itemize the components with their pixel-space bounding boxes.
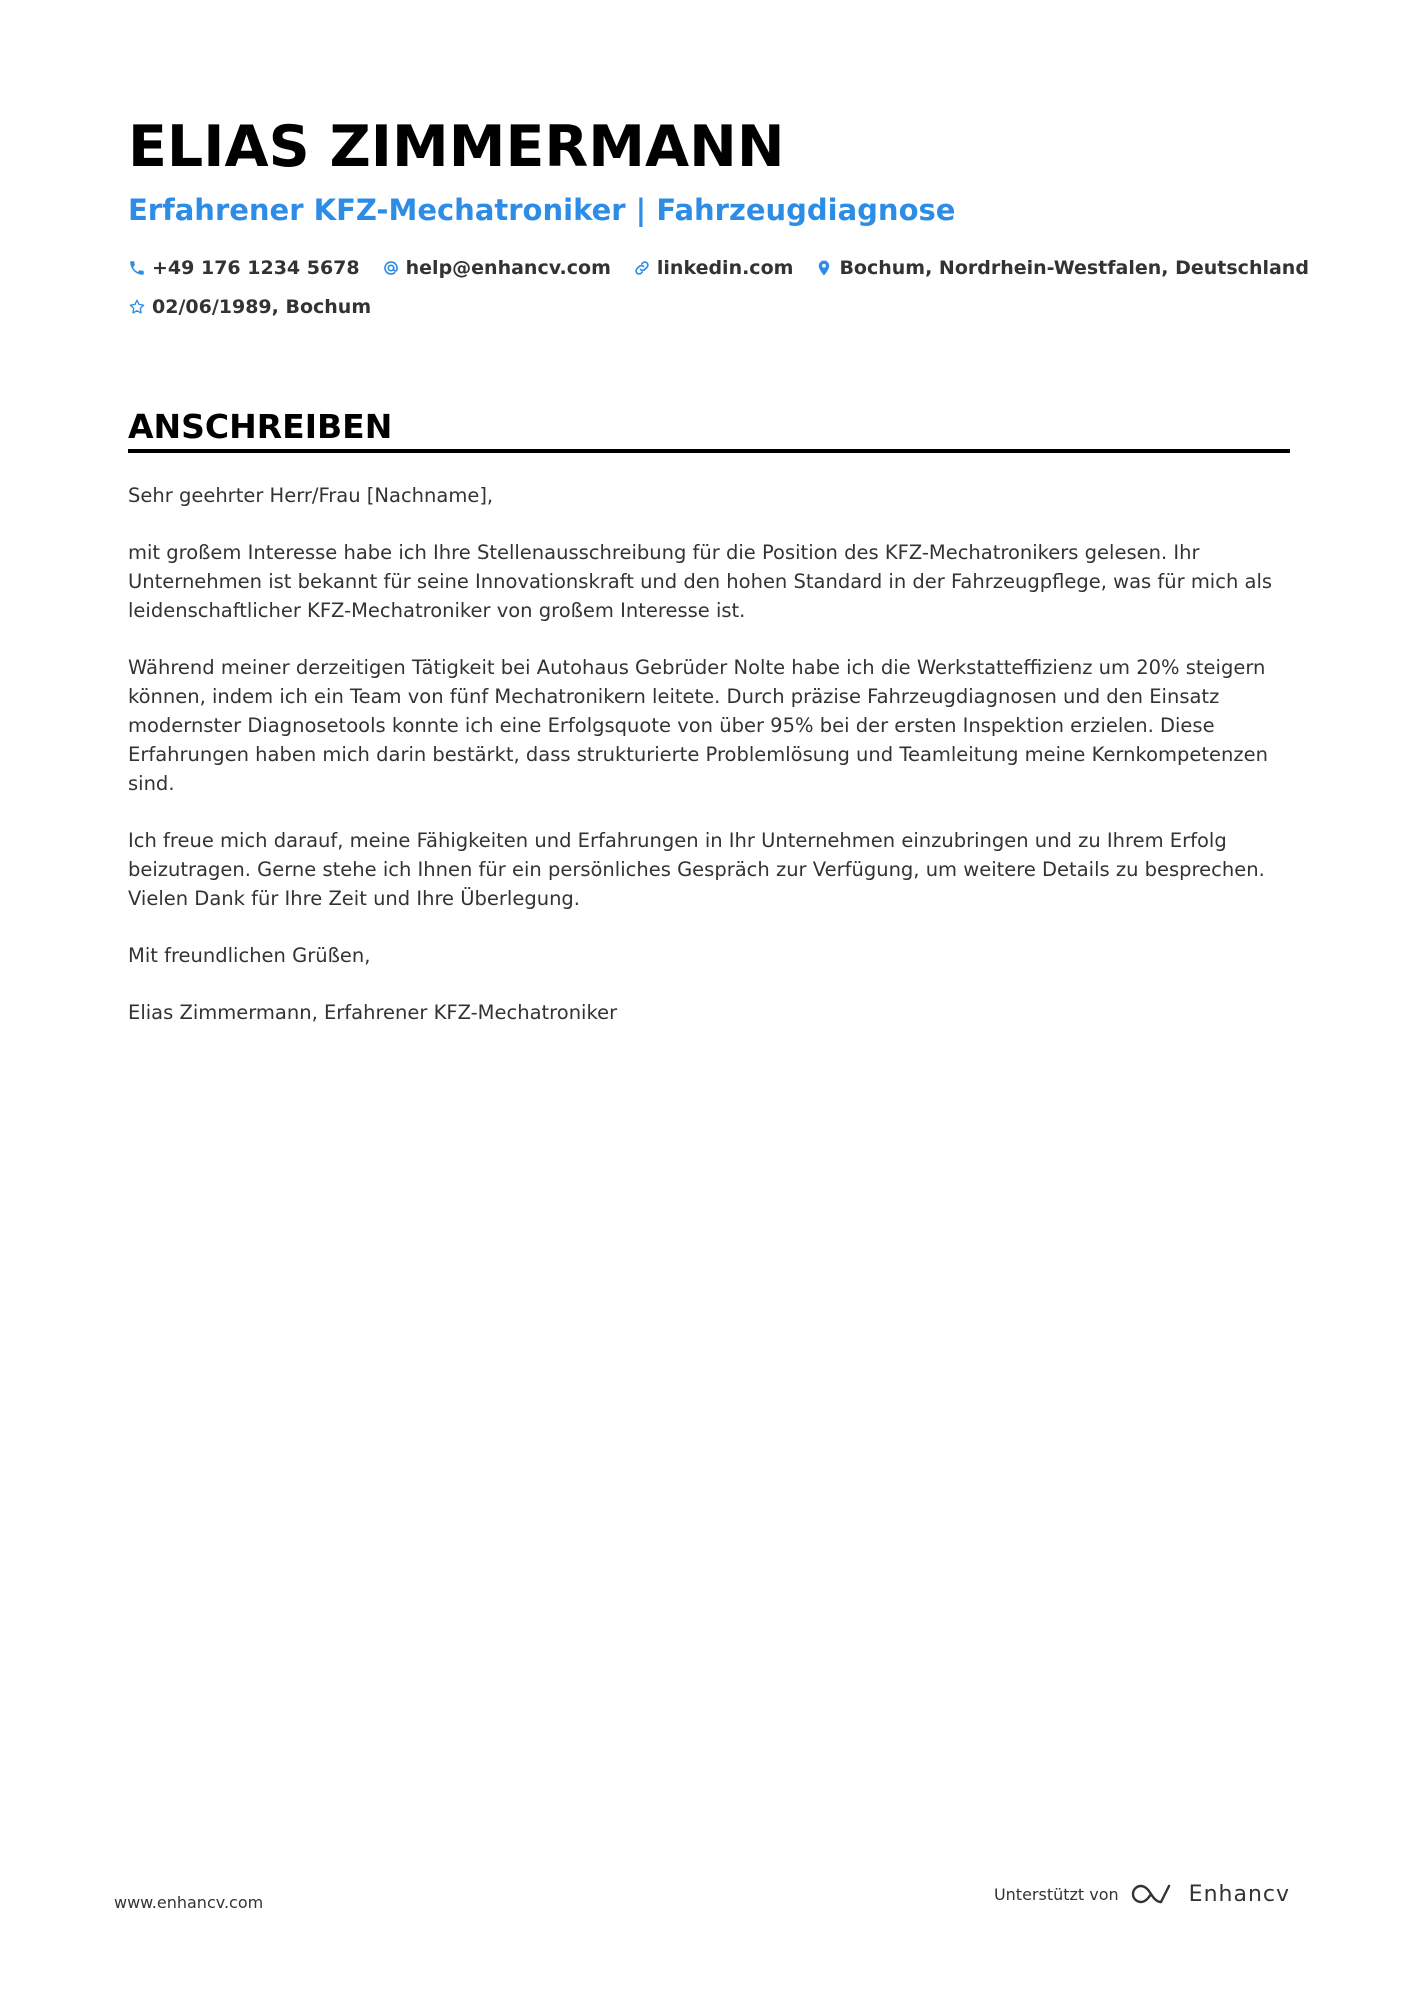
contact-linkedin-text: linkedin.com [656,257,794,279]
phone-icon [128,259,146,277]
candidate-name: ELIAS ZIMMERMANN [128,114,785,180]
contact-phone[interactable] [128,257,360,279]
contact-row-2 [128,293,1290,321]
contact-location [815,257,1309,279]
section-divider [128,449,1290,453]
star-icon [128,298,146,316]
enhancv-logo-icon [1131,1880,1177,1908]
contact-info [128,254,1309,332]
contact-birth-text: 02/06/1989, Bochum [152,296,372,318]
contact-row-1 [128,254,1309,282]
letter-salutation: Sehr geehrter Herr/Frau [Nachname], [128,484,494,507]
contact-email-text: help@enhancv.com [405,257,611,279]
letter-paragraph-3: Ich freue mich darauf, meine Fähigkeiten und Erfahrungen in Ihr Unternehmen einzubringen und zu Ihrem Erfolg beizutragen. Gerne stehe ich Ihnen für ein persönliches Gespräch zur Verfügung, um weitere Details zu besprechen. Vielen Dank für Ihre Zeit und Ihre Überlegung. [128,829,1265,910]
contact-linkedin[interactable] [633,257,794,279]
letter-paragraph-1: mit großem Interesse habe ich Ihre Stellenausschreibung für die Position des KFZ-Mechatronikers gelesen. Ihr Unternehmen ist bekannt für seine Innovationskraft und den hohen Standard in der Fahrzeugpflege, was für mich als leidenschaftlicher KFZ-Mechatroniker von großem Interesse ist. [128,541,1273,622]
contact-phone-text: +49 176 1234 5678 [152,257,360,279]
letter-body [128,481,1290,1055]
contact-email[interactable] [382,257,611,279]
letter-paragraph-2: Während meiner derzeitigen Tätigkeit bei Autohaus Gebrüder Nolte habe ich die Werkstatteffizienz um 20% steigern können, indem ich ein Team von fünf Mechatronikern leitete. Durch präzise Fahrzeugdiagnosen und den Einsatz modernster Diagnosetools konnte ich eine Erfolgsquote von über 95% bei der ersten Inspektion erzielen. Diese Erfahrungen haben mich darin bestärkt, dass strukturierte Problemlösung und Teamleitung meine Kernkompetenzen sind. [128,656,1268,795]
contact-birth [128,296,371,318]
letter-closing: Mit freundlichen Grüßen, [128,944,371,967]
link-icon [633,259,651,277]
brand-name: Enhancv [1188,1881,1290,1907]
contact-location-text: Bochum, Nordrhein-Westfalen, Deutschland [839,257,1309,279]
section-title: ANSCHREIBEN [128,407,393,446]
candidate-title: Erfahrener KFZ-Mechatroniker | Fahrzeugdiagnose [128,193,956,227]
footer-branding[interactable] [994,1880,1290,1908]
letter-signature: Elias Zimmermann, Erfahrener KFZ-Mechatroniker [128,1001,618,1024]
footer-website[interactable]: www.enhancv.com [114,1893,264,1912]
at-icon [382,259,400,277]
powered-by-label: Unterstützt von [993,1884,1119,1904]
location-pin-icon [815,259,833,277]
